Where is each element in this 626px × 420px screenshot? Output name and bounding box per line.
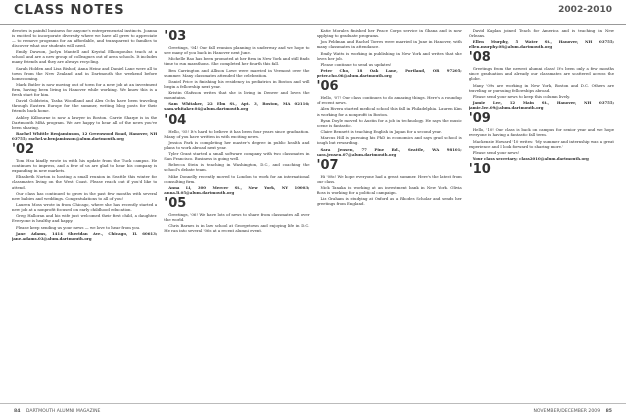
- paragraph: Nick Tanaka is working at an investment bank in New York. Olivia Ross is working for a political campaign.: [316, 184, 462, 195]
- class-secretary-contact: Peter Cho, 18 Oak Lane, Portland, OR 97205; peter.cho.06@alum.dartmouth.org: [316, 68, 462, 79]
- paragraph: Elizabeth Norton is hosting a small reunion in Seattle this winter for classmates living on the West Coast. Please reach out if you'd like to attend.: [12, 174, 158, 190]
- class-year-heading: '06: [316, 79, 339, 95]
- paragraph: Michelle Rao has been promoted at her firm in New York and still finds time to run marathons. She completed her fourth this fall.: [164, 56, 310, 67]
- column-1: [12, 28, 157, 402]
- class-secretary-contact: Rachel Whittle Benjaminson, 12 Greenwood Road, Hanover, NH 03755; rachel.w.benjaminson@alum.dartmouth.org: [12, 131, 158, 142]
- page-header: [0, 0, 626, 25]
- paragraph: Tyler Grant started a small software company with two classmates in San Francisco. Business is going well.: [164, 151, 310, 162]
- paragraph: Hello, '05! It's hard to believe it has been four years since graduation. Many of you have written in with exciting news.: [164, 128, 310, 139]
- page-number-right: 85: [605, 409, 612, 414]
- paragraph: Emily Watts is working in publishing in New York and writes that she loves her job.: [316, 50, 462, 61]
- class-secretary-contact: Sara Jensen, 77 Pine Rd., Seattle, WA 98101; sara.jensen.07@alum.dartmouth.org: [316, 146, 462, 157]
- paragraph: Lauren Moss wrote in from Chicago, where she has recently started a new job at a nonprofit focused on early childhood education.: [12, 202, 158, 213]
- section-title: CLASS NOTES: [14, 3, 125, 18]
- paragraph: Chris Barnes is in law school at Georgetown and enjoying life in D.C. He ran into several '06s at a recent alumni event.: [164, 223, 310, 234]
- paragraph: Mackenzie Howard '10 writes: 'My summer and internship was a great experience and I look forward to sharing more.': [468, 138, 614, 149]
- column-2: [164, 28, 309, 402]
- paragraph: Jon Feldman and Rachel Torres were married in June in Hanover, with many classmates in attendance.: [316, 39, 462, 50]
- paragraph: Our class has continued to grow in the past few months with several new babies and weddings. Congratulations to all of you!: [12, 190, 158, 201]
- paragraph: Please continue to send us updates!: [320, 61, 392, 67]
- paragraph: David Goldstein, Tasha Woodland and Alex Ochs have been traveling through Eastern Europe for the summer, writing blog posts for their friends back home.: [12, 98, 158, 114]
- paragraph: Greetings from the newest alumni class! It's been only a few months since graduation and already our classmates are scattered across the globe.: [468, 66, 614, 82]
- column-3: [317, 28, 462, 402]
- class-secretary-contact: Jamie Lee, 12 Main St., Hanover, NH 03755; jamie.lee.09@alum.dartmouth.org: [468, 100, 614, 111]
- footer-right: [533, 409, 612, 414]
- paragraph: Sarah Holden and Lisa Bishof, Anna Heinz and Daniel Lane were all to town from the New Zealand and in Dartmouth the weekend before homecoming.: [12, 65, 158, 81]
- class-secretary-contact: Ellen Murphy, 5 Water St., Hanover, NH 03755; ellen.murphy.08@alum.dartmouth.org: [468, 39, 614, 50]
- paragraph: Daniel Price is finishing his residency in pediatrics in Boston and will begin a fellowship next year.: [164, 78, 310, 89]
- paragraph: Ben Carrington and Allison Lowe were married in Vermont over the summer. Many classmates attended the celebration.: [164, 67, 310, 78]
- class-notes-columns: [12, 28, 614, 402]
- paragraph: Ashley Kilbourne is now a lawyer in Boston. Carrie Sharpe is in the Dartmouth MBA program. We are happy to hear all of the news you've been sharing.: [12, 114, 158, 130]
- class-year-heading: '04: [164, 112, 187, 128]
- issue-date: NOVEMBER/DECEMBER 2009: [533, 409, 601, 414]
- paragraph: devotes is painful business for anyone's entrepreneurial instincts. Joanna is excited to incorporate diversity where we have all grew to appreciate — to remove programs for an affordable, and transparent to families to discover what our students will need.: [12, 28, 158, 49]
- page-number-left: 84: [14, 409, 21, 414]
- column-4: [469, 28, 614, 402]
- footer-left: [14, 409, 100, 414]
- class-year-heading: '09: [468, 111, 491, 127]
- paragraph: Greetings, '04! Our fall reunion planning is underway and we hope to see many of you back in Hanover next June.: [164, 45, 310, 56]
- paragraph: Rebecca Stein is teaching in Washington, D.C., and coaching the school's debate team.: [164, 162, 310, 173]
- paragraph: Mike Donnelly recently moved to London to work for an international consulting firm.: [164, 173, 310, 184]
- publication-name: DARTMOUTH ALUMNI MAGAZINE: [25, 409, 101, 414]
- paragraph: Emily Dawson, Jaclyn Mantell and Krystal Elkoupoulus teach at a school and are a new group of colleagues out of area schools. It includes many friends and they are always recycling.: [12, 49, 158, 65]
- paragraph: Ryan Doyle moved to Austin for a job in technology. He says the music scene is fantastic.: [316, 117, 462, 128]
- paragraph: Kristin Olafsson writes that she is living in Denver and loves the mountains.: [164, 90, 310, 101]
- class-year-heading: '03: [164, 29, 187, 44]
- paragraph: Liz Graham is studying at Oxford as a Rhodes Scholar and sends her greetings from England.: [316, 196, 462, 207]
- paragraph: Katie Morales finished her Peace Corps service in Ghana and is now applying to graduate programs.: [316, 28, 462, 39]
- paragraph: Please keep sending us your news — we love to hear from you.: [16, 224, 141, 230]
- paragraph: Mark Butler is now moving out of town for a new job at an investment firm, having been living in Hanover while working. We know this is a fresh start for him.: [12, 82, 158, 98]
- paragraph: Tom Hsu kindly wrote in with his update from the Tuck campus. He continues to impress, and a few of us are glad to hear his company is expanding in new markets.: [12, 158, 158, 174]
- class-year-heading: '08: [468, 50, 491, 66]
- paragraph: Marcus Hill is pursuing his PhD in economics and says grad school is tough but rewarding.: [316, 135, 462, 146]
- paragraph: Claire Bennett is teaching English in Japan for a second year.: [320, 129, 442, 135]
- paragraph: David Kaplan joined Teach for America and is teaching in New Orleans.: [468, 28, 614, 39]
- class-year-heading: '05: [164, 196, 187, 211]
- year-range: 2002-2010: [558, 5, 612, 15]
- paragraph: Please send your news!: [472, 149, 520, 155]
- paragraph: Jessica Park is completing her master's degree in public health and plans to work abroad next year.: [164, 139, 310, 150]
- paragraph: Greg Halloran and his wife just welcomed their first child, a daughter. Everyone is healthy and happy.: [12, 213, 158, 224]
- class-year-heading: '02: [12, 142, 35, 158]
- class-secretary-contact: Jane Adams, 1414 Sheridan Ave., Chicago, IL 60613; jane.adams.03@alum.dartmouth.org: [12, 230, 158, 241]
- paragraph: Hello, '10! Our class is back on campus for senior year and we hope everyone is having a fantastic fall term.: [468, 127, 614, 138]
- paragraph: Greetings, '06! We have lots of news to share from classmates all over the world.: [164, 212, 310, 223]
- page-footer: [0, 403, 626, 420]
- class-secretary-contact: Your class secretary; class2010@alum.dartmouth.org: [472, 156, 589, 162]
- paragraph: Hi '08s! We hope everyone had a great summer. Here's the latest from our class.: [316, 173, 462, 184]
- class-secretary-contact: Anna Li, 300 Mercer St., New York, NY 10003; anna.li.05@alum.dartmouth.org: [164, 184, 310, 195]
- paragraph: Alex Rivera started medical school this fall in Philadelphia. Lauren Kim is working for a nonprofit in Boston.: [316, 106, 462, 117]
- paragraph: Please send your news to keep this column lively.: [472, 93, 571, 99]
- paragraph: Hello, '07! Our class continues to do amazing things. Here's a roundup of recent news.: [316, 95, 462, 106]
- class-year-heading: '10: [468, 162, 491, 178]
- class-secretary-contact: Sam Whitaker, 22 Elm St., Apt. 3, Boston, MA 02116; sam.whitaker.04@alum.dartmouth.org: [164, 101, 310, 112]
- class-year-heading: '07: [316, 157, 339, 173]
- paragraph: Many '09s are working in New York, Boston and D.C. Others are traveling or pursuing fellowships abroad.: [468, 82, 614, 93]
